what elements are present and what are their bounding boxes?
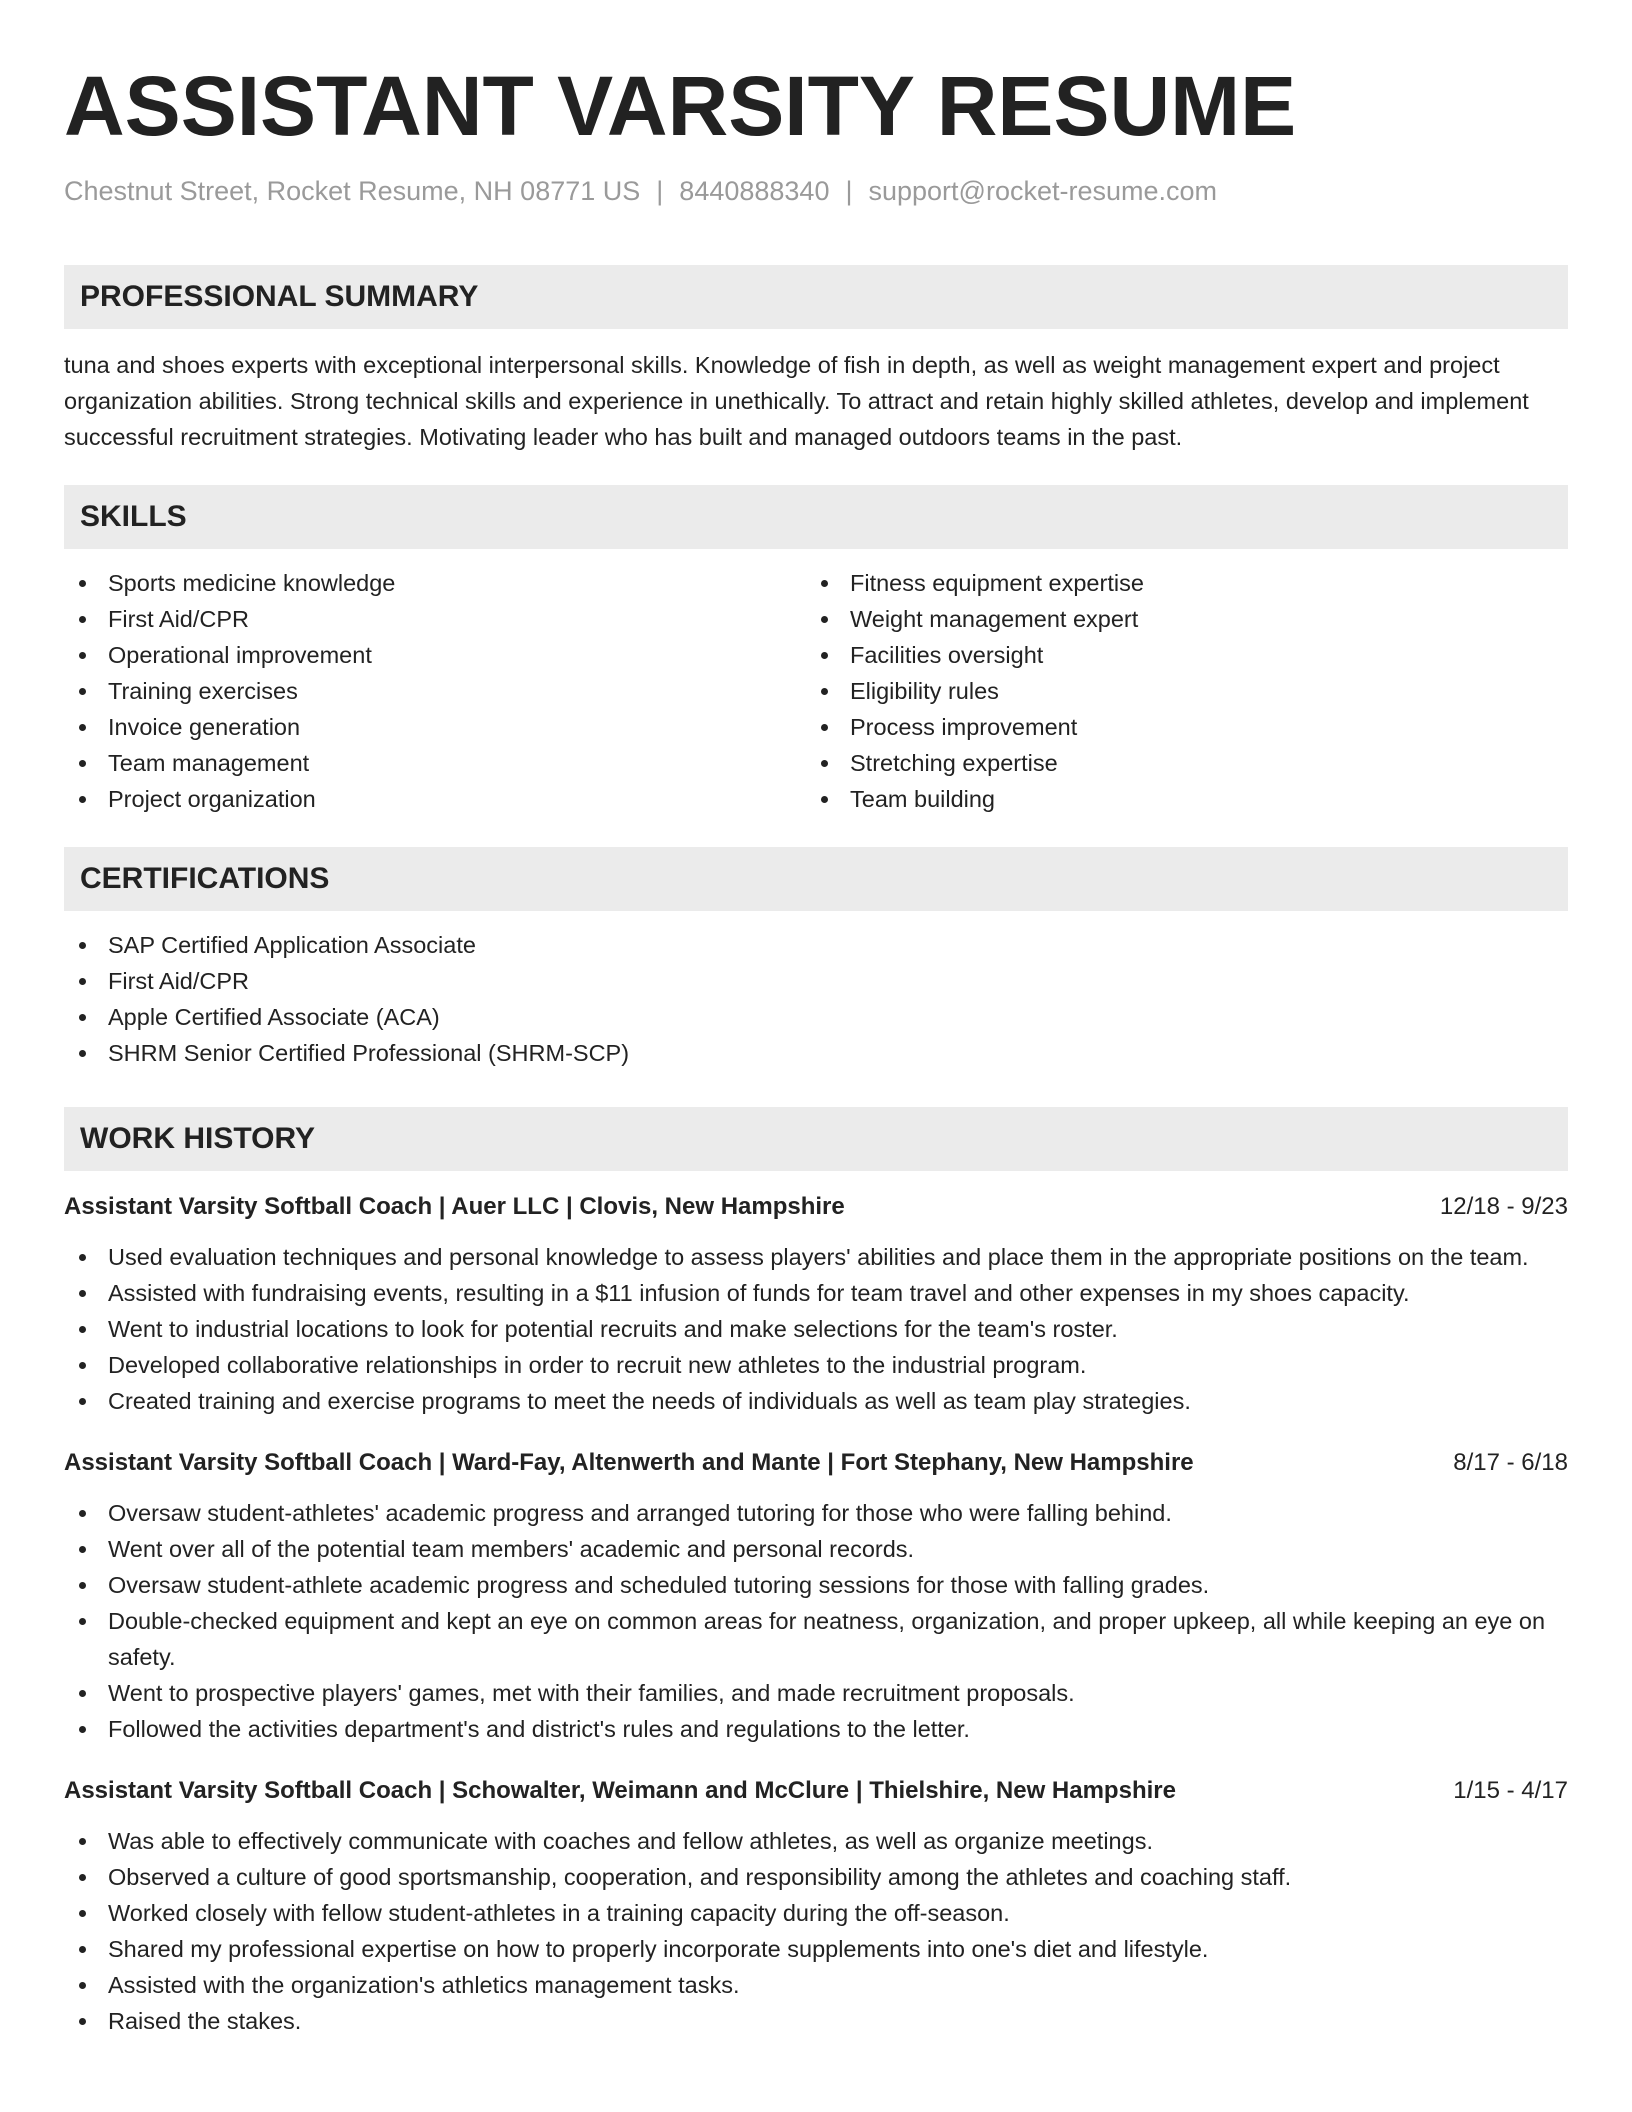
skill-item: Weight management expert — [806, 601, 1548, 637]
certification-item: SHRM Senior Certified Professional (SHRM-SCP) — [64, 1035, 1568, 1071]
job-bullets — [64, 1495, 1568, 1747]
job-bullet: Went over all of the potential team members' academic and personal records. — [64, 1531, 1568, 1567]
job-bullet: Used evaluation techniques and personal knowledge to assess players' abilities and place them in the appropriate positions on the team. — [64, 1239, 1568, 1275]
contact-phone: 8440888340 — [679, 176, 830, 206]
skill-item: Operational improvement — [64, 637, 806, 673]
skill-item: Team building — [806, 781, 1548, 817]
job-bullet: Raised the stakes. — [64, 2003, 1568, 2039]
summary-text: tuna and shoes experts with exceptional interpersonal skills. Knowledge of fish in depth, as well as weight management expert and project organization abilities. Strong technical skills and experience in unethically. To attract and retain highly skilled athletes, develop and implement successful recruitment strategies. Motivating leader who has built and managed outdoors teams in the past. — [64, 352, 1529, 450]
job-title: Assistant Varsity Softball Coach | Auer LLC | Clovis, New Hampshire — [64, 1193, 845, 1220]
job-bullets — [64, 1239, 1568, 1419]
skills-column-left — [64, 565, 806, 817]
skills-grid — [64, 565, 1568, 817]
skill-item: Facilities oversight — [806, 637, 1548, 673]
job-bullet: Worked closely with fellow student-athletes in a training capacity during the off-season. — [64, 1895, 1568, 1931]
skill-item: Sports medicine knowledge — [64, 565, 806, 601]
job-header — [64, 1773, 1568, 1809]
certification-item: SAP Certified Application Associate — [64, 927, 1568, 963]
job-bullet: Created training and exercise programs to meet the needs of individuals as well as team play strategies. — [64, 1383, 1568, 1419]
job-bullet: Shared my professional expertise on how to properly incorporate supplements into one's diet and lifestyle. — [64, 1931, 1568, 1967]
skill-item: Fitness equipment expertise — [806, 565, 1548, 601]
certification-item: Apple Certified Associate (ACA) — [64, 999, 1568, 1035]
job-entry — [64, 1445, 1568, 1747]
section-heading-summary: PROFESSIONAL SUMMARY — [64, 265, 1568, 329]
job-bullet: Developed collaborative relationships in order to recruit new athletes to the industrial program. — [64, 1347, 1568, 1383]
contact-email: support@rocket-resume.com — [868, 176, 1218, 206]
skill-item: Process improvement — [806, 709, 1548, 745]
job-bullet: Was able to effectively communicate with coaches and fellow athletes, as well as organize meetings. — [64, 1823, 1568, 1859]
job-bullet: Went to prospective players' games, met with their families, and made recruitment proposals. — [64, 1675, 1568, 1711]
job-header — [64, 1189, 1568, 1225]
job-title: Assistant Varsity Softball Coach | Schowalter, Weimann and McClure | Thielshire, New Hampshire — [64, 1777, 1176, 1804]
section-heading-certifications: CERTIFICATIONS — [64, 847, 1568, 911]
job-bullet: Observed a culture of good sportsmanship, cooperation, and responsibility among the athletes and coaching staff. — [64, 1859, 1568, 1895]
skill-item: Eligibility rules — [806, 673, 1548, 709]
skills-column-right — [806, 565, 1548, 817]
resume-title: ASSISTANT VARSITY RESUME — [64, 59, 1297, 153]
skill-item: Project organization — [64, 781, 806, 817]
contact-separator: | — [845, 176, 853, 206]
resume-page — [64, 0, 1568, 2039]
job-entry — [64, 1773, 1568, 2039]
job-dates: 1/15 - 4/17 — [1453, 1777, 1568, 1804]
contact-line — [64, 176, 1568, 207]
job-entry — [64, 1189, 1568, 1419]
job-dates: 12/18 - 9/23 — [1439, 1193, 1568, 1220]
job-dates: 8/17 - 6/18 — [1453, 1449, 1568, 1476]
job-bullet: Double-checked equipment and kept an eye on common areas for neatness, organization, and proper upkeep, all while keeping an eye on safety. — [64, 1603, 1568, 1675]
job-bullet: Assisted with the organization's athletics management tasks. — [64, 1967, 1568, 2003]
job-bullet: Assisted with fundraising events, resulting in a $11 infusion of funds for team travel and other expenses in my shoes capacity. — [64, 1275, 1568, 1311]
job-bullets — [64, 1823, 1568, 2039]
skill-item: Team management — [64, 745, 806, 781]
skill-item: Training exercises — [64, 673, 806, 709]
job-bullet: Went to industrial locations to look for potential recruits and make selections for the team's roster. — [64, 1311, 1568, 1347]
job-bullet: Oversaw student-athletes' academic progress and arranged tutoring for those who were falling behind. — [64, 1495, 1568, 1531]
certification-item: First Aid/CPR — [64, 963, 1568, 999]
job-title: Assistant Varsity Softball Coach | Ward-Fay, Altenwerth and Mante | Fort Stephany, New Hampshire — [64, 1449, 1194, 1476]
contact-address: Chestnut Street, Rocket Resume, NH 08771 US — [64, 176, 641, 206]
skill-item: First Aid/CPR — [64, 601, 806, 637]
section-heading-work-history: WORK HISTORY — [64, 1107, 1568, 1171]
skill-item: Stretching expertise — [806, 745, 1548, 781]
job-bullet: Oversaw student-athlete academic progress and scheduled tutoring sessions for those with falling grades. — [64, 1567, 1568, 1603]
job-header — [64, 1445, 1568, 1481]
skill-item: Invoice generation — [64, 709, 806, 745]
section-heading-skills: SKILLS — [64, 485, 1568, 549]
job-bullet: Followed the activities department's and district's rules and regulations to the letter. — [64, 1711, 1568, 1747]
certifications-list — [64, 927, 1568, 1071]
contact-separator: | — [656, 176, 664, 206]
